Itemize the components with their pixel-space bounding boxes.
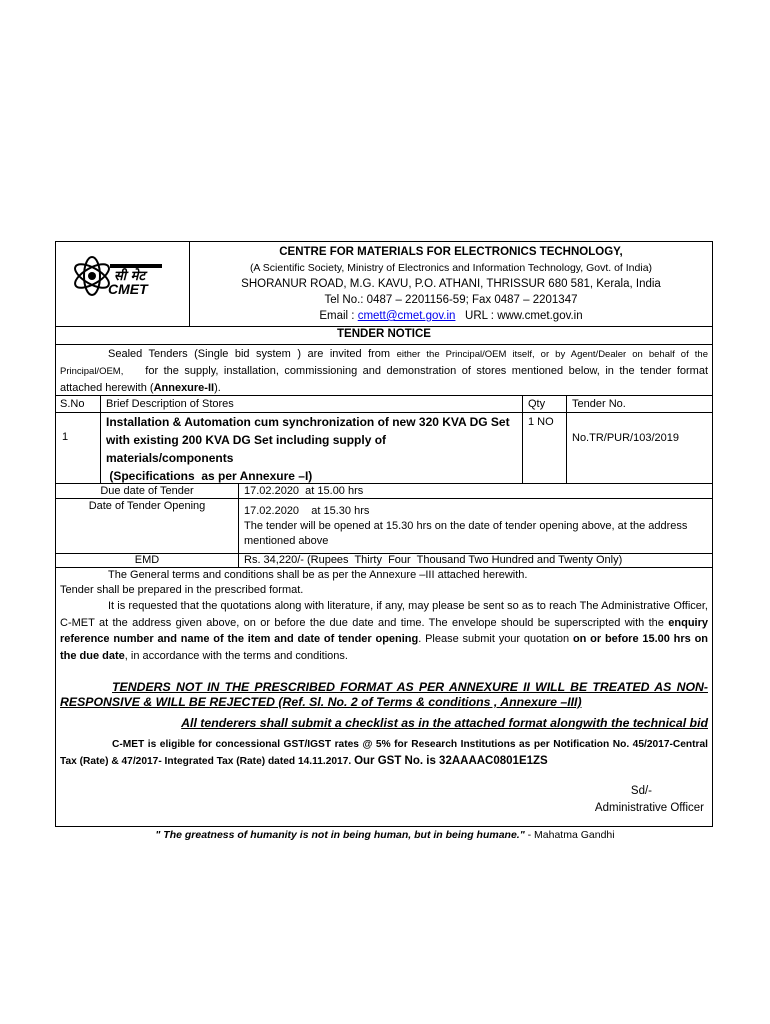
svg-text:CMET: CMET: [108, 281, 148, 297]
society-line: (A Scientific Society, Ministry of Electronics and Information Technology, Govt. of India): [249, 262, 653, 274]
website-url: URL : www.cmet.gov.in: [455, 310, 583, 322]
address: SHORANUR ROAD, M.G. KAVU, P.O. ATHANI, THRISSUR 680 581, Kerala, India: [241, 278, 661, 290]
opening-note: The tender will be opened at 15.30 hrs on the date of tender opening above, at the address mentioned above: [244, 520, 688, 547]
item-description: Installation & Automation cum synchronization of new 320 KVA DG Set with existing 200 KVA DG Set including supply of materials/components: [106, 415, 510, 465]
designation: Administrative Officer: [594, 802, 704, 814]
row-qty: 1 NO: [528, 416, 554, 428]
row-sno: 1: [62, 431, 69, 443]
terms-line-1: The General terms and conditions shall be as per the Annexure –III attached herewith.: [108, 569, 528, 581]
request-bold-2: on or before 15.00 hrs on the due date: [60, 633, 709, 662]
quote-author: - Mahatma Gandhi: [524, 829, 615, 841]
intro-part1: Sealed Tenders (Single bid system ) are invited from: [108, 348, 397, 360]
svg-text:सी मेट: सी मेट: [114, 269, 146, 284]
due-date-label: Due date of Tender: [100, 485, 194, 497]
email-url-line: [190, 308, 712, 324]
request-text-1: It is requested that the quotations along with literature, if any, may please be sent so as to reach The Administrative Officer, C-MET at the address given above, on or before the due date and time. The envelope should be superscripted with the: [60, 600, 708, 629]
due-date-value: 17.02.2020 at 15.00 hrs: [244, 485, 364, 497]
email-label: Email :: [319, 310, 358, 322]
col-sno: S.No: [60, 398, 85, 410]
gst-text: C-MET is eligible for concessional GST/IGST rates @ 5% for Research Institutions as per Notification No. 45/2017-Central Tax (Rate) & 47/2017- Integrated Tax (Rate) dated 14.11.2017.: [60, 739, 708, 767]
sd-mark: Sd/-: [630, 785, 652, 797]
tender-notice-document: [55, 241, 713, 827]
signature-block: [595, 783, 704, 817]
tender-notice-title: TENDER NOTICE: [56, 326, 712, 345]
terms-line-2: Tender shall be prepared in the prescribed format.: [60, 584, 304, 596]
row-description: [106, 413, 511, 485]
col-qty: Qty: [528, 398, 546, 410]
emd-label: EMD: [134, 554, 160, 566]
letterhead: [56, 242, 712, 327]
quote-text: " The greatness of humanity is not in being human, but in being humane.": [155, 829, 525, 841]
item-specification: (Specifications as per Annexure –I): [106, 469, 313, 483]
cmet-logo: [70, 254, 170, 298]
intro-part3: for the supply, installation, commissioning and demonstration of stores mentioned below, in the tender format attached herewith (: [60, 365, 712, 394]
checklist-notice: All tenderers shall submit a checklist as in the attached format alongwith the technical bid: [181, 716, 708, 730]
opening-date-value: 17.02.2020 at 15.30 hrs: [244, 505, 370, 517]
request-text-3: , in accordance with the terms and conditions.: [124, 649, 348, 662]
row-tender-no: No.TR/PUR/103/2019: [572, 432, 679, 444]
opening-date-label: Date of Tender Opening: [88, 500, 206, 512]
org-name: CENTRE FOR MATERIALS FOR ELECTRONICS TECHNOLOGY,: [279, 246, 623, 258]
annexure-ref: Annexure-II: [153, 382, 215, 394]
request-bold-1: enquiry reference number and name of the item and date of tender opening: [60, 616, 708, 645]
rejection-warning: [60, 680, 708, 710]
gst-paragraph: [60, 737, 708, 770]
request-paragraph: [60, 598, 708, 664]
email-link[interactable]: cmett@cmet.gov.in: [357, 310, 456, 322]
intro-part4: ).: [214, 382, 221, 394]
request-text-2: . Please submit your quotation: [418, 633, 573, 645]
intro-part2: either the Principal/OEM itself, or by Agent/Dealer on behalf of the Principal/OEM,: [60, 349, 708, 377]
logo-cell: [56, 242, 190, 326]
gandhi-quote: [0, 829, 770, 841]
gst-number: Our GST No. is 32AAAAC0801E1ZS: [354, 755, 548, 767]
warning-text: TENDERS NOT IN THE PRESCRIBED FORMAT AS PER ANNEXURE II WILL BE TREATED AS NON- RESPONSIVE & WILL BE REJECTED (Ref. Sl. No. 2 of Terms & conditions , Annexure –III): [60, 680, 708, 709]
intro-paragraph: [60, 346, 712, 396]
col-description: Brief Description of Stores: [106, 398, 234, 410]
col-tender-no: Tender No.: [572, 398, 626, 410]
phone-fax: Tel No.: 0487 – 2201156-59; Fax 0487 – 2201347: [324, 294, 578, 306]
emd-value: Rs. 34,220/- (Rupees Thirty Four Thousand Two Hundred and Twenty Only): [244, 554, 623, 566]
